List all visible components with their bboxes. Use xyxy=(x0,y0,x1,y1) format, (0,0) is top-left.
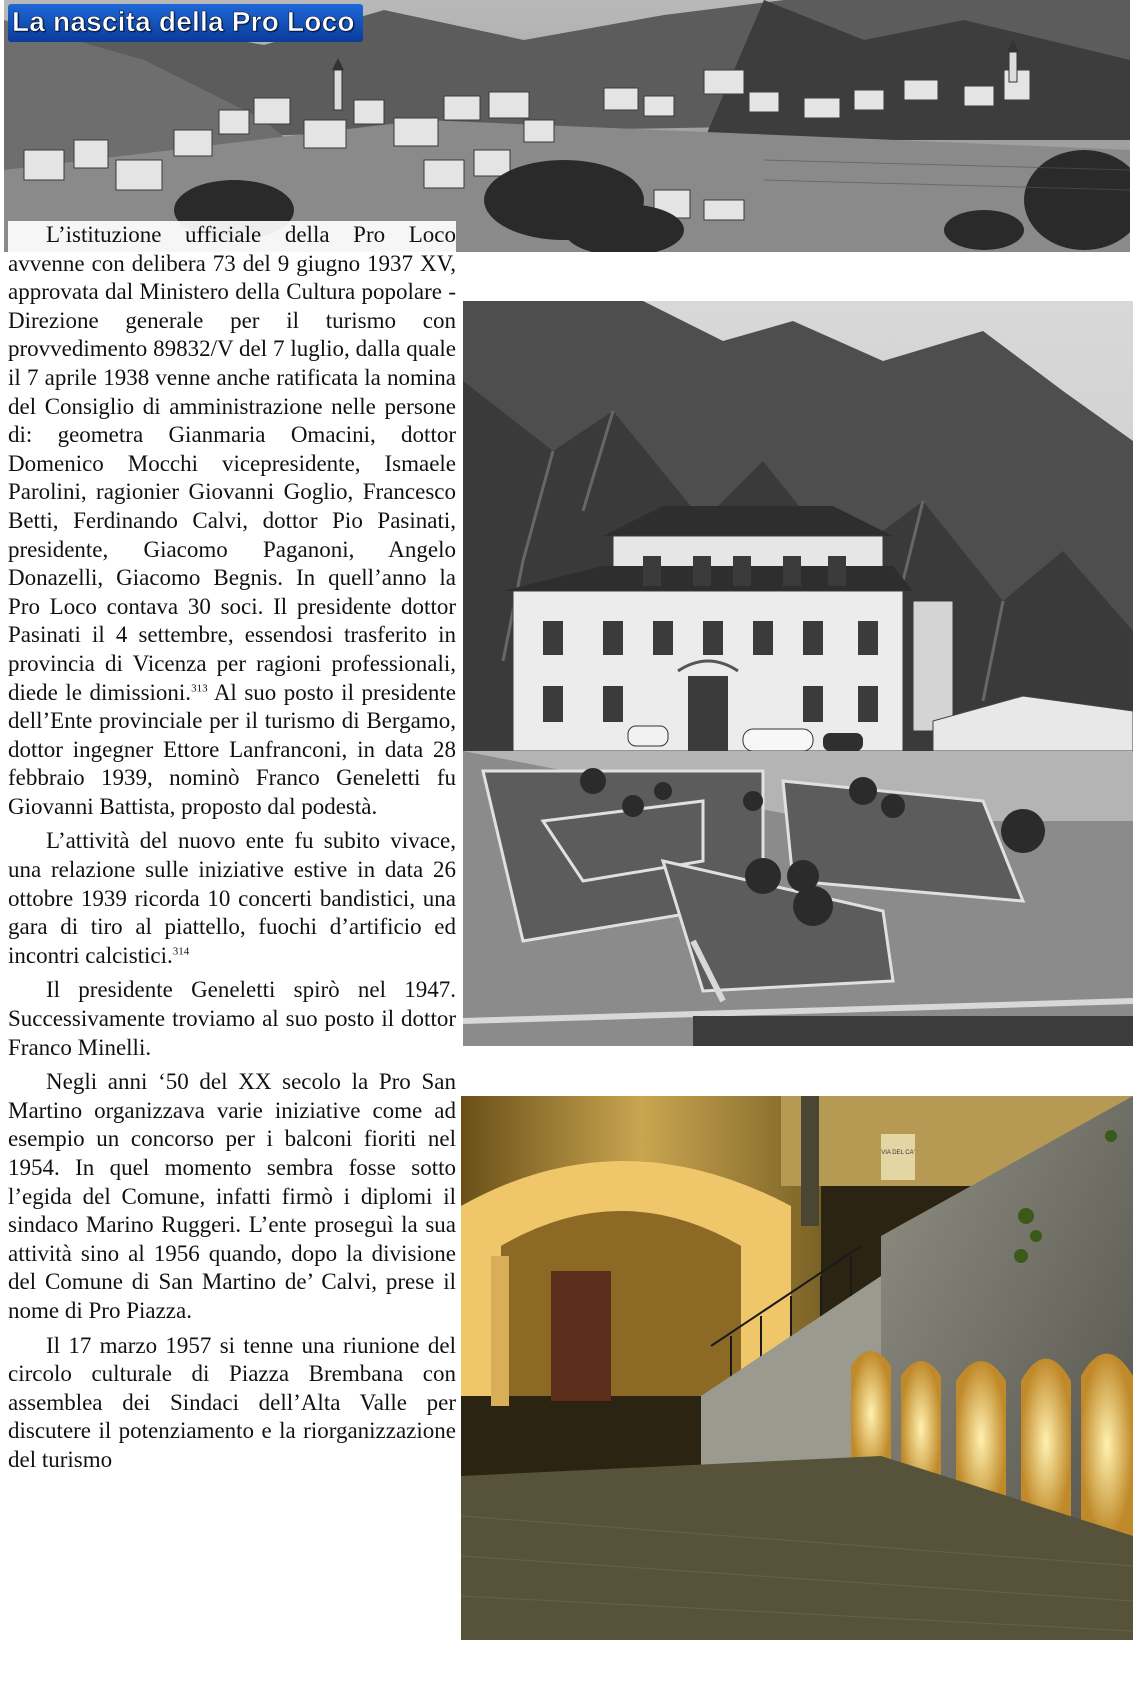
arcade-illustration xyxy=(461,1096,1133,1640)
paragraph-1-text: L’istituzione ufficiale della Pro Loco avvenne con delibera 73 del 9 giugno 1937 XV, approvata dal Ministero della Cultura popolare - Direzione generale per il turismo con provvedimento 89832/V del 7 luglio, dalla quale il 7 aprile 1938 venne anche ratificata la nomina del Consiglio di amministrazione nelle persone di: geometra Gianmaria Omacini, dottor Domenico Mocchi vicepresidente, Ismaele Parolini, ragionier Giovanni Goglio, Francesco Betti, Ferdinando Calvi, dottor Pio Pasinati, presidente, Giacomo Paganoni, Angelo Donazelli, Giacomo Begnis. In quell’anno la Pro Loco contava 30 soci. Il presidente dottor Pasinati il 4 settembre, essendosi trasferito in provincia di Vicenza per ragioni professionali, diede le dimissioni. xyxy=(8,222,456,705)
article-body xyxy=(8,221,456,1701)
arcade-photo xyxy=(461,1096,1133,1640)
page-title: La nascita della Pro Loco xyxy=(8,4,363,42)
paragraph-1 xyxy=(8,221,456,821)
paragraph-2-text: L’attività del nuovo ente fu subito vivace, una relazione sulle iniziative estive in data 26 ottobre 1939 ricorda 10 concerti bandistici, una gara di tiro al piattello, fuochi d’artificio ed incontri calcistici. xyxy=(8,828,456,968)
paragraph-5: Il 17 marzo 1957 si tenne una riunione del circolo culturale di Piazza Brembana con assemblea dei Sindaci dell’Alta Valle per discutere il potenziamento e la riorganizzazione del turismo xyxy=(8,1332,456,1472)
paragraph-4: Negli anni ‘50 del XX secolo la Pro San Martino organizzava varie iniziative come ad esempio un concorso per i balconi fioriti nel 1954. In quel momento sembra fosse sotto l’egida del Comune, infatti firmò i diplomi il sindaco Marino Ruggeri. L’ente proseguì la sua attività sino al 1956 quando, dopo la divisione del Comune di San Martino de’ Calvi, prese il nome di Pro Piazza. xyxy=(8,1069,456,1323)
footnote-ref-314: 314 xyxy=(172,945,190,958)
paragraph-3: Il presidente Geneletti spirò nel 1947. Successivamente troviamo al suo posto il dottor Franco Minelli. xyxy=(8,977,456,1060)
villa-illustration xyxy=(463,301,1133,1046)
footnote-ref-313: 313 xyxy=(191,681,208,694)
street-sign-text: VIA DEL CA' xyxy=(881,1150,915,1156)
villa-photo xyxy=(463,301,1133,1046)
paragraph-1-tail: Al suo posto il presidente dell’Ente provinciale per il turismo di Bergamo, dottor ingegner Ettore Lanfranconi, in data 28 febbraio 1939, nominò Franco Geneletti fu Giovanni Battista, proposto dal podestà. xyxy=(8,679,456,819)
paragraph-2 xyxy=(8,827,456,970)
